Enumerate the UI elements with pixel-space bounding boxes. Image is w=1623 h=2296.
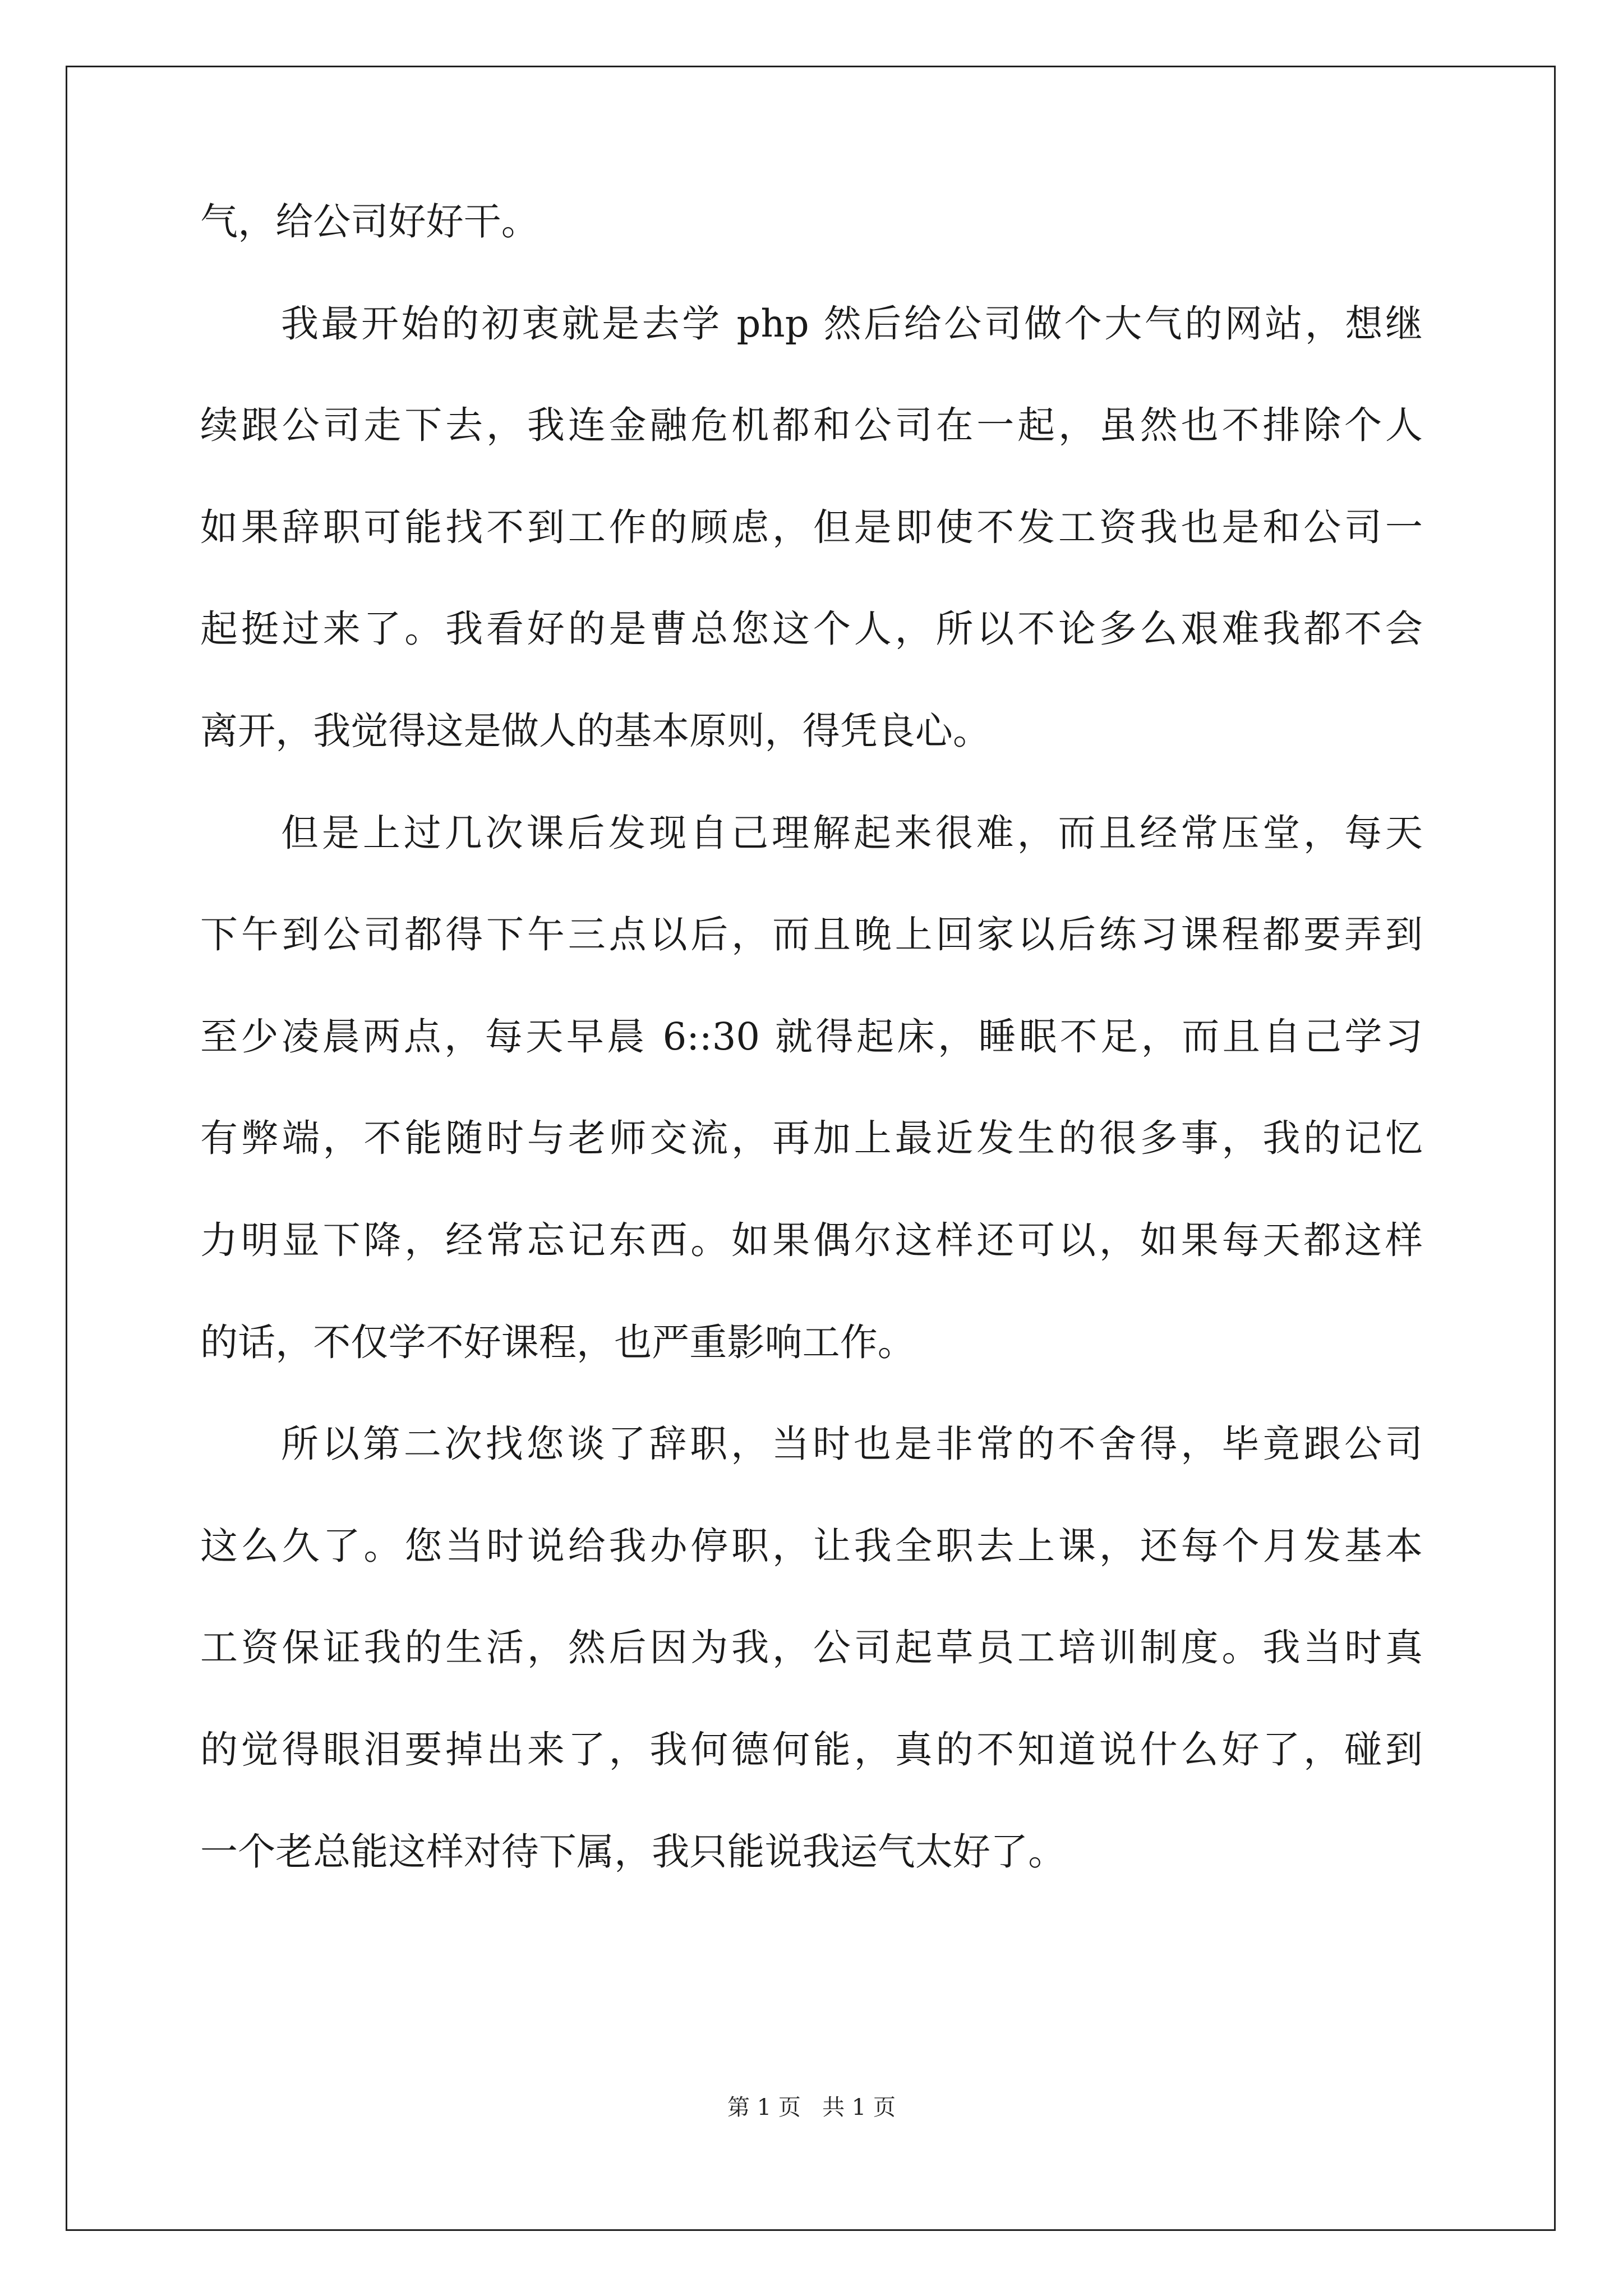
text-line: 下午到公司都得下午三点以后，而且晚上回家以后练习课程都要弄到 bbox=[200, 913, 1423, 957]
document-body bbox=[200, 196, 1423, 1928]
text-line: 但是上过几次课后发现自己理解起来很难，而且经常压堂，每天 bbox=[281, 811, 1423, 855]
page-number-footer: 第 1 页 共 1 页 bbox=[727, 2095, 896, 2120]
text-line: 力明显下降，经常忘记东西。如果偶尔这样还可以，如果每天都这样 bbox=[200, 1218, 1423, 1262]
text-line: 离开，我觉得这是做人的基本原则，得凭良心。 bbox=[200, 708, 991, 753]
text-line: 的话，不仅学不好课程，也严重影响工作。 bbox=[200, 1320, 915, 1364]
text-line: 所以第二次找您谈了辞职，当时也是非常的不舍得，毕竟跟公司 bbox=[281, 1422, 1423, 1466]
text-line: 如果辞职可能找不到工作的顾虑，但是即使不发工资我也是和公司一 bbox=[200, 505, 1423, 549]
text-line: 续跟公司走下去，我连金融危机都和公司在一起，虽然也不排除个人 bbox=[200, 403, 1423, 448]
text-line: 我最开始的初衷就是去学 php 然后给公司做个大气的网站，想继 bbox=[281, 301, 1423, 346]
text-line: 起挺过来了。我看好的是曹总您这个人，所以不论多么艰难我都不会 bbox=[200, 607, 1423, 651]
text-line: 这么久了。您当时说给我办停职，让我全职去上课，还每个月发基本 bbox=[200, 1524, 1423, 1568]
text-line: 气，给公司好好干。 bbox=[200, 200, 539, 243]
text-line: 工资保证我的生活，然后因为我，公司起草员工培训制度。我当时真 bbox=[200, 1626, 1423, 1670]
text-line: 的觉得眼泪要掉出来了，我何德何能，真的不知道说什么好了，碰到 bbox=[200, 1727, 1423, 1772]
text-line: 一个老总能这样对待下属，我只能说我运气太好了。 bbox=[200, 1829, 1066, 1874]
text-line: 至少凌晨两点，每天早晨 6::30 就得起床，睡眠不足，而且自己学习 bbox=[200, 1014, 1423, 1059]
text-line: 有弊端，不能随时与老师交流，再加上最近发生的很多事，我的记忆 bbox=[200, 1116, 1423, 1161]
